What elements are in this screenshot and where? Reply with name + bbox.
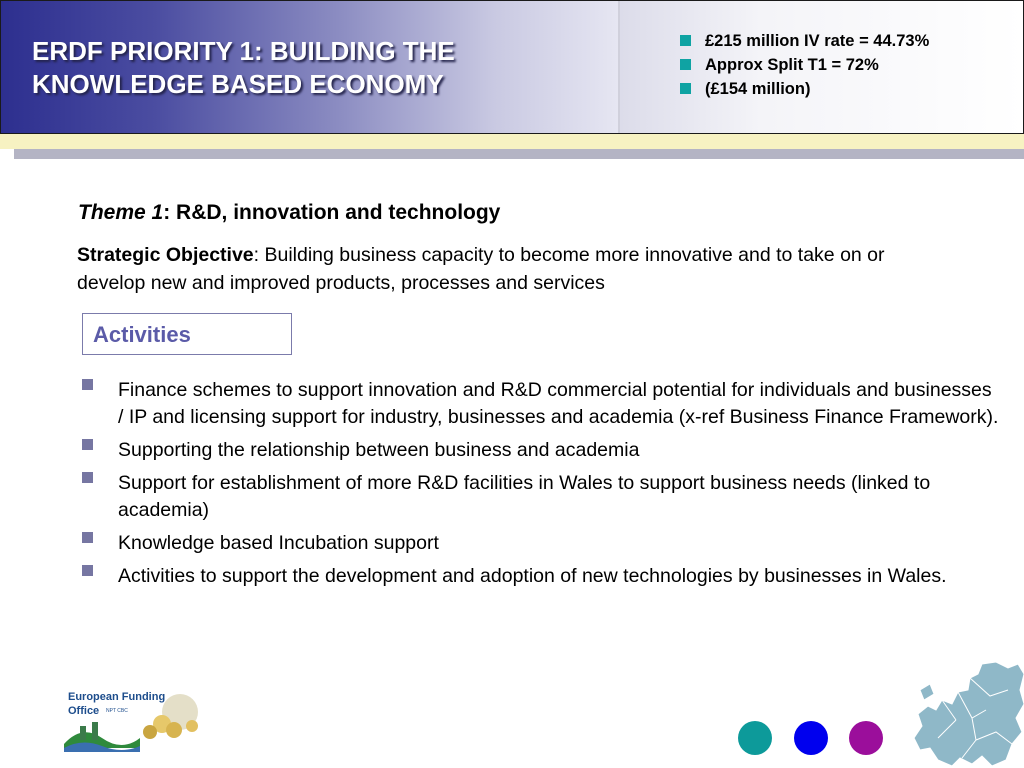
activity-text: Supporting the relationship between business and academia	[118, 439, 640, 461]
square-bullet-icon	[82, 565, 93, 576]
header-divider-shadow	[14, 149, 1024, 159]
square-bullet-icon	[82, 472, 93, 483]
square-bullet-icon	[82, 379, 93, 390]
theme-text: : R&D, innovation and technology	[163, 201, 501, 224]
purple-dot	[849, 721, 883, 755]
header-stats-panel	[618, 1, 1023, 133]
strategic-objective	[77, 241, 937, 297]
objective-text: : Building business capacity to become more innovative and to take on or develop new and improved products, processes and services	[77, 244, 885, 294]
theme-label: Theme 1	[78, 201, 164, 224]
stat-item	[680, 77, 929, 101]
logo-subtext: NPT CBC	[106, 708, 128, 714]
stat-text: Approx Split T1 = 72%	[705, 56, 879, 74]
slide-header	[0, 0, 1024, 134]
stat-text: (£154 million)	[705, 80, 811, 98]
activities-heading: Activities	[93, 322, 191, 347]
square-bullet-icon	[680, 59, 691, 70]
activity-item	[80, 377, 1000, 431]
activity-item	[80, 563, 1000, 590]
activity-item	[80, 437, 1000, 464]
square-bullet-icon	[82, 532, 93, 543]
activity-item	[80, 470, 1000, 524]
slide-title	[32, 35, 455, 101]
square-bullet-icon	[680, 83, 691, 94]
activity-text: Finance schemes to support innovation and R&D commercial potential for individuals and businesses / IP and licensing support for industry, businesses and academia (x-ref Business Finance Framework).	[118, 379, 999, 428]
activity-text: Activities to support the development and adoption of new technologies by businesses in Wales.	[118, 565, 947, 587]
europe-map-icon	[912, 660, 1024, 768]
header-title-panel	[1, 1, 618, 133]
activity-text: Support for establishment of more R&D facilities in Wales to support business needs (linked to academia)	[118, 472, 931, 521]
activities-list	[80, 377, 1000, 596]
teal-dot	[738, 721, 772, 755]
logo-line-2: Office	[68, 705, 100, 717]
stat-item	[680, 53, 929, 77]
stat-item	[680, 29, 929, 53]
activity-item	[80, 530, 1000, 557]
theme-heading	[78, 201, 500, 225]
square-bullet-icon	[680, 35, 691, 46]
activities-heading-box	[82, 313, 292, 355]
logo-line-1: European Funding	[68, 691, 166, 703]
activity-text: Knowledge based Incubation support	[118, 532, 439, 554]
stats-list	[680, 29, 929, 101]
square-bullet-icon	[82, 439, 93, 450]
european-funding-office-logo	[62, 686, 212, 756]
slide-title-line-1: ERDF PRIORITY 1: BUILDING THE	[32, 36, 455, 66]
objective-label: Strategic Objective	[77, 244, 254, 266]
blue-dot	[794, 721, 828, 755]
stat-text: £215 million IV rate = 44.73%	[705, 32, 930, 50]
slide-title-line-2: KNOWLEDGE BASED ECONOMY	[32, 69, 444, 99]
header-divider-band	[0, 134, 1024, 149]
